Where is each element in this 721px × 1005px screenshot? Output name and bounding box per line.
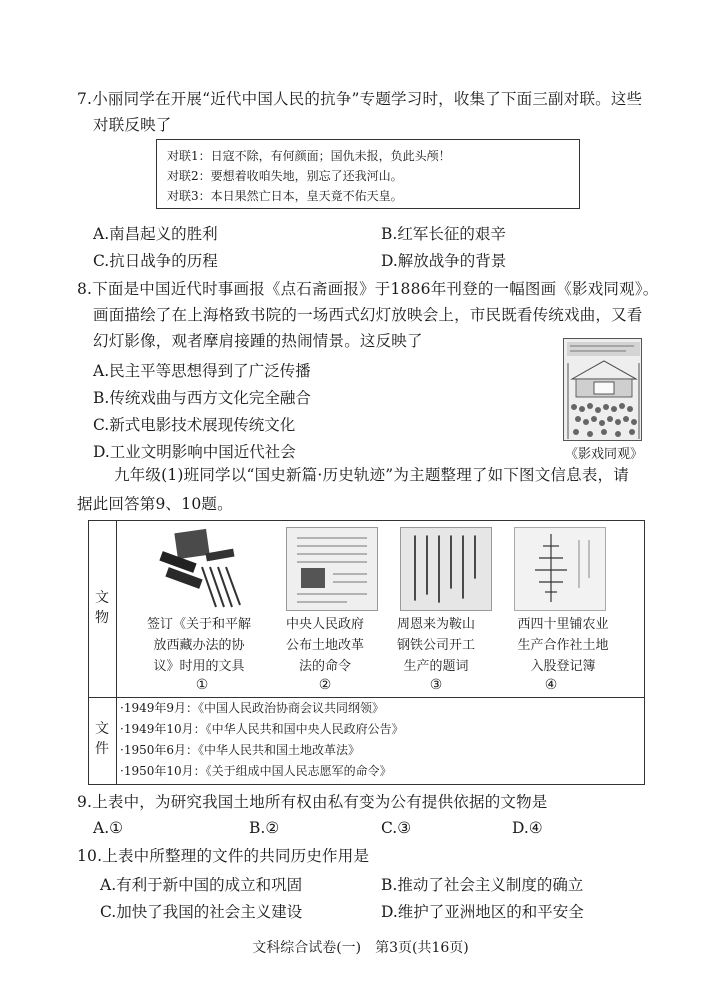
intro-line1: 九年级(1)班同学以“国史新篇·历史轨迹”为主题整理了如下图文信息表，请 (114, 466, 629, 484)
q7-option-b: B.红军长征的艰辛 (381, 225, 506, 243)
artifact-land-reform-order-image (286, 527, 378, 611)
artifact-4-number: ④ (544, 677, 558, 693)
artifact-inscription-image (400, 527, 492, 611)
illustration-caption: 《影戏同观》 (564, 447, 643, 462)
artifact-4-caption: 西四十里铺农业 生产合作社土地 入股登记簿 (517, 617, 609, 674)
document-3: ·1950年6月：《中华人民共和国土地改革法》 (120, 743, 360, 757)
q7-stem-line1: 7.小丽同学在开展“近代中国人民的抗争”专题学习时，收集了下面三副对联。这些 (77, 90, 643, 108)
artifact-3-number: ③ (429, 677, 443, 693)
artifact-2-caption: 中央人民政府 公布土地改革 法的命令 (285, 617, 364, 674)
q7-option-d: D.解放战争的背景 (381, 252, 507, 270)
q10-option-a: A.有利于新中国的成立和巩固 (100, 876, 303, 894)
q8-option-b: B.传统戏曲与西方文化完全融合 (93, 389, 311, 407)
q10-option-c: C.加快了我国的社会主义建设 (100, 903, 303, 921)
artifact-1-caption: 签订《关于和平解 放西藏办法的协 议》时用的文具 (146, 617, 251, 674)
q9-stem: 9.上表中，为研究我国土地所有权由私有变为公有提供依据的文物是 (77, 793, 548, 811)
q10-stem: 10.上表中所整理的文件的共同历史作用是 (77, 847, 370, 865)
q7-option-a: A.南昌起义的胜利 (93, 225, 218, 243)
documents-label: 文 件 (95, 721, 109, 757)
couplet-1: 对联1：日寇不除，有何颜面；国仇未报，负此头颅！ (167, 149, 451, 163)
document-4: ·1950年10月：《关于组成中国人民志愿军的命令》 (120, 764, 392, 778)
q8-stem-line3: 幻灯影像，观者摩肩接踵的热闹情景。这反映了 (93, 332, 423, 350)
q10-option-d: D.维护了亚洲地区的和平安全 (381, 903, 584, 921)
page-footer: 文科综合试卷(一) 第3页(共16页) (252, 940, 469, 956)
artifact-1-number: ① (195, 677, 209, 693)
couplet-3: 对联3：本日果然亡日本，皇天竟不佑天皇。 (167, 189, 403, 203)
artifacts-label: 文 物 (95, 590, 109, 626)
q9-option-a: A.① (93, 819, 124, 837)
q8-option-d: D.工业文明影响中国近代社会 (93, 443, 296, 461)
document-1: ·1949年9月：《中国人民政治协商会议共同纲领》 (120, 701, 384, 715)
q8-option-a: A.民主平等思想得到了广泛传播 (93, 362, 311, 380)
table-divider-horizontal (88, 697, 645, 698)
q7-couplets-box (156, 139, 580, 209)
q7-stem-line2: 对联反映了 (93, 116, 172, 134)
artifact-register-book-image (514, 527, 606, 611)
document-2: ·1949年10月：《中华人民共和国中央人民政府公告》 (120, 722, 404, 736)
q8-stem-line1: 8.下面是中国近代时事画报《点石斋画报》于1886年刊登的一幅图画《影戏同观》。 (77, 280, 659, 298)
q8-stem-line2: 画面描绘了在上海格致书院的一场西式幻灯放映会上，市民既看传统戏曲，又看 (93, 306, 643, 324)
shadow-play-illustration (563, 338, 642, 441)
q10-option-b: B.推动了社会主义制度的确立 (381, 876, 584, 894)
q8-option-c: C.新式电影技术展现传统文化 (93, 416, 296, 434)
table-divider-vertical (116, 520, 117, 785)
couplet-2: 对联2：要想着收咱失地，别忘了还我河山。 (167, 169, 403, 183)
q9-option-c: C.③ (381, 819, 412, 837)
artifact-2-number: ② (318, 677, 332, 693)
q7-option-c: C.抗日战争的历程 (93, 252, 218, 270)
artifact-stationery-image (152, 527, 244, 611)
q9-option-d: D.④ (512, 819, 543, 837)
intro-line2: 据此回答第9、10题。 (77, 495, 233, 513)
q9-option-b: B.② (249, 819, 280, 837)
artifact-3-caption: 周恩来为鞍山 钢铁公司开工 生产的题词 (396, 617, 475, 674)
